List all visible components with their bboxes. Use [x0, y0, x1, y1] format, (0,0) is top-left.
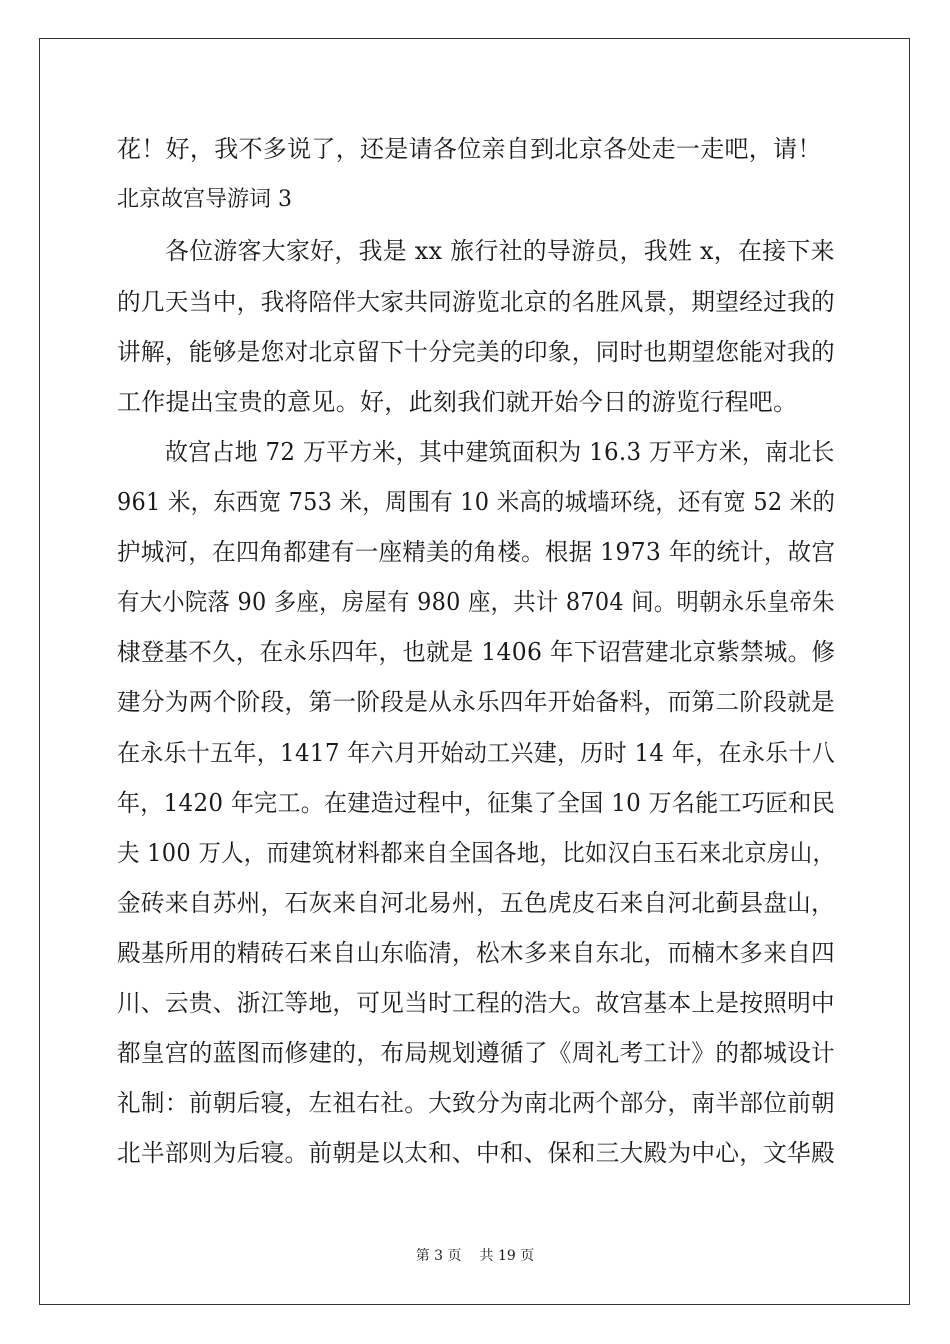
text-line: 有大小院落 90 多座，房屋有 980 座，共计 8704 间。明朝永乐皇帝朱	[117, 588, 835, 616]
text-line: 都皇宫的蓝图而修建的，布局规划遵循了《周礼考工计》的都城设计	[117, 1039, 835, 1067]
text-line: 讲解，能够是您对北京留下十分完美的印象，同时也期望您能对我的	[117, 338, 835, 366]
text-line: 建分为两个阶段，第一阶段是从永乐四年开始备料，而第二阶段就是	[117, 688, 835, 716]
text-line: 各位游客大家好，我是 xx 旅行社的导游员，我姓 x，在接下来	[165, 237, 835, 265]
text-line: 北半部则为后寝。前朝是以太和、中和、保和三大殿为中心，文华殿	[117, 1139, 835, 1167]
text-line: 金砖来自苏州，石灰来自河北易州，五色虎皮石来自河北蓟县盘山，	[117, 889, 835, 917]
text-line: 的几天当中，我将陪伴大家共同游览北京的名胜风景，期望经过我的	[117, 288, 835, 316]
text-line: 川、云贵、浙江等地，可见当时工程的浩大。故宫基本上是按照明中	[117, 989, 835, 1017]
text-line: 棣登基不久，在永乐四年，也就是 1406 年下诏营建北京紫禁城。修	[117, 638, 836, 666]
text-line: 工作提出宝贵的意见。好，此刻我们就开始今日的游览行程吧。	[117, 388, 798, 416]
text-line: 在永乐十五年，1417 年六月开始动工兴建，历时 14 年，在永乐十八	[117, 739, 836, 767]
section-heading: 北京故宫导游词 3	[117, 187, 292, 212]
text-line: 故宫占地 72 万平方米，其中建筑面积为 16.3 万平方米，南北长	[165, 438, 835, 466]
text-line: 殿基所用的精砖石来自山东临清，松木多来自东北，而楠木多来自四	[117, 939, 835, 967]
text-line: 花！好，我不多说了，还是请各位亲自到北京各处走一走吧，请！	[117, 135, 822, 163]
text-line: 夫 100 万人，而建筑材料都来自全国各地，比如汉白玉石来北京房山，	[117, 839, 836, 867]
text-line: 礼制：前朝后寝，左祖右社。大致分为南北两个部分，南半部位前朝	[117, 1089, 835, 1117]
page-number: 第 3 页	[415, 1248, 462, 1264]
text-line: 护城河，在四角都建有一座精美的角楼。根据 1973 年的统计，故宫	[117, 538, 836, 566]
page-total: 共 19 页	[479, 1248, 535, 1264]
text-line: 年，1420 年完工。在建造过程中，征集了全国 10 万名能工巧匠和民	[117, 789, 836, 817]
text-line: 961 米，东西宽 753 米，周围有 10 米高的城墙环绕，还有宽 52 米的	[117, 488, 836, 516]
page-footer	[0, 1247, 950, 1265]
